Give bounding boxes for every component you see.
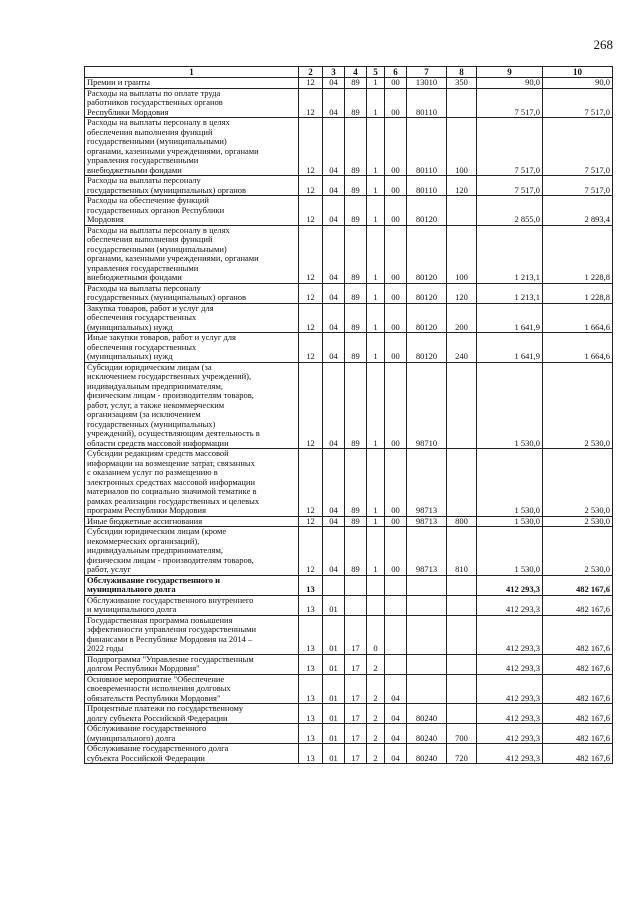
event-code-cell [385, 595, 407, 615]
table-row [85, 704, 613, 724]
subprogram-code-cell: 1 [367, 78, 385, 89]
program-code-cell: 17 [345, 674, 367, 704]
program-code-cell: 89 [345, 225, 367, 283]
program-code-cell: 89 [345, 176, 367, 196]
direction-code-cell: 80110 [407, 118, 447, 176]
amount-year-2-cell: 2 530,0 [543, 362, 613, 449]
subsection-code-cell: 04 [323, 362, 345, 449]
section-code-cell: 12 [299, 78, 323, 89]
amount-year-2-cell: 7 517,0 [543, 88, 613, 118]
row-name-text: Обслуживание государственного внутреннего и муниципального долга [87, 595, 254, 614]
row-name-cell [85, 575, 299, 595]
row-name-text: Иные бюджетные ассигнования [87, 516, 203, 526]
program-code-cell: 17 [345, 704, 367, 724]
amount-year-1-cell: 1 213,1 [477, 225, 543, 283]
subprogram-code-cell: 0 [367, 615, 385, 654]
amount-year-2-cell: 482 167,6 [543, 575, 613, 595]
expense-type-cell: 810 [447, 527, 477, 576]
row-name-text: Субсидии юридическим лицам (за исключением государственных учреждений), индивидуальным предпринимателям, физическим лицам - производителям товаров, работ, услуг, а также некоммерческим организациям (за исключением государственных (муниципальных) учреждений), осуществляющим деятельность в области средств массовой информации [87, 362, 260, 448]
expense-type-cell [447, 575, 477, 595]
row-name-cell [85, 303, 299, 333]
table-row [85, 516, 613, 527]
row-name-cell [85, 516, 299, 527]
amount-year-1-cell: 7 517,0 [477, 88, 543, 118]
subsection-code-cell: 01 [323, 674, 345, 704]
expense-type-cell [447, 362, 477, 449]
subprogram-code-cell [367, 575, 385, 595]
row-name-text: Расходы на выплаты персоналу государственных (муниципальных) органов [87, 283, 247, 302]
section-code-cell: 12 [299, 303, 323, 333]
row-name-cell [85, 333, 299, 363]
table-row [85, 575, 613, 595]
direction-code-cell [407, 674, 447, 704]
direction-code-cell: 13010 [407, 78, 447, 89]
row-name-text: Субсидии редакциям средств массовой информации на возмещение затрат, связанных с оказанием услуг по размещению в электронных средствах массовой информации материалов по социально значимой тематике в рамках реализации государственных и целевых программ Республики Мордовия [87, 448, 260, 515]
table-row [85, 283, 613, 303]
section-code-cell: 13 [299, 595, 323, 615]
amount-year-2-cell: 482 167,6 [543, 615, 613, 654]
event-code-cell: 04 [385, 704, 407, 724]
subsection-code-cell: 01 [323, 654, 345, 674]
section-code-cell: 12 [299, 225, 323, 283]
amount-year-2-cell: 2 893,4 [543, 196, 613, 226]
section-code-cell: 12 [299, 283, 323, 303]
event-code-cell: 00 [385, 527, 407, 576]
row-name-text: Расходы на обеспечение функций государственных органов Республики Мордовия [87, 195, 225, 224]
amount-year-2-cell: 2 530,0 [543, 449, 613, 517]
row-name-text: Расходы на выплаты персоналу в целях обеспечения выполнения функций государственными (муниципальными) органами, казенными учреждениями, органами управления государственными внебюджетными фондами [87, 225, 259, 282]
program-code-cell: 17 [345, 724, 367, 744]
amount-year-2-cell: 1 664,6 [543, 303, 613, 333]
direction-code-cell: 80120 [407, 283, 447, 303]
table-row [85, 674, 613, 704]
expense-type-cell [447, 449, 477, 517]
event-code-cell: 00 [385, 303, 407, 333]
table-row [85, 654, 613, 674]
table-row [85, 176, 613, 196]
section-code-cell: 13 [299, 704, 323, 724]
event-code-cell: 04 [385, 674, 407, 704]
row-name-text: Закупка товаров, работ и услуг для обеспечения государственных (муниципальных) нужд [87, 303, 214, 332]
table-row [85, 615, 613, 654]
subprogram-code-cell: 1 [367, 449, 385, 517]
section-code-cell: 12 [299, 88, 323, 118]
amount-year-1-cell: 412 293,3 [477, 704, 543, 724]
header-cell: 10 [543, 67, 613, 78]
subprogram-code-cell: 1 [367, 196, 385, 226]
subprogram-code-cell [367, 595, 385, 615]
event-code-cell: 04 [385, 724, 407, 744]
program-code-cell: 89 [345, 283, 367, 303]
section-code-cell: 12 [299, 362, 323, 449]
subsection-code-cell: 01 [323, 724, 345, 744]
amount-year-1-cell: 412 293,3 [477, 724, 543, 744]
event-code-cell: 04 [385, 744, 407, 764]
event-code-cell: 00 [385, 283, 407, 303]
page-number: 268 [593, 37, 613, 52]
amount-year-1-cell: 1 213,1 [477, 283, 543, 303]
header-cell: 3 [323, 67, 345, 78]
subsection-code-cell: 04 [323, 449, 345, 517]
table-row [85, 88, 613, 118]
expense-type-cell [447, 595, 477, 615]
program-code-cell: 89 [345, 88, 367, 118]
amount-year-2-cell: 482 167,6 [543, 744, 613, 764]
subsection-code-cell: 04 [323, 196, 345, 226]
subprogram-code-cell: 1 [367, 333, 385, 363]
row-name-text: Расходы на выплаты по оплате труда работников государственных органов Республики Мордовия [87, 88, 223, 117]
subsection-code-cell: 04 [323, 527, 345, 576]
event-code-cell: 00 [385, 176, 407, 196]
program-code-cell: 89 [345, 527, 367, 576]
expense-type-cell [447, 704, 477, 724]
table-row [85, 78, 613, 89]
subsection-code-cell: 04 [323, 283, 345, 303]
subprogram-code-cell: 1 [367, 88, 385, 118]
direction-code-cell: 80240 [407, 704, 447, 724]
program-code-cell: 89 [345, 362, 367, 449]
subsection-code-cell: 04 [323, 118, 345, 176]
row-name-cell [85, 283, 299, 303]
expense-type-cell: 350 [447, 78, 477, 89]
row-name-cell [85, 615, 299, 654]
row-name-cell [85, 225, 299, 283]
amount-year-2-cell: 2 530,0 [543, 527, 613, 576]
subsection-code-cell: 01 [323, 595, 345, 615]
table-row [85, 225, 613, 283]
amount-year-1-cell: 90,0 [477, 78, 543, 89]
direction-code-cell: 80110 [407, 176, 447, 196]
section-code-cell: 12 [299, 176, 323, 196]
direction-code-cell: 80120 [407, 303, 447, 333]
amount-year-2-cell: 1 228,8 [543, 225, 613, 283]
direction-code-cell: 80240 [407, 744, 447, 764]
expense-type-cell: 100 [447, 225, 477, 283]
subprogram-code-cell: 2 [367, 704, 385, 724]
subprogram-code-cell: 1 [367, 118, 385, 176]
expense-type-cell: 720 [447, 744, 477, 764]
event-code-cell: 00 [385, 362, 407, 449]
row-name-cell [85, 674, 299, 704]
program-code-cell: 89 [345, 516, 367, 527]
row-name-text: Обслуживание государственного и муниципального долга [87, 575, 220, 594]
section-code-cell: 13 [299, 724, 323, 744]
row-name-text: Обслуживание государственного (муниципального) долга [87, 723, 207, 743]
program-code-cell: 89 [345, 449, 367, 517]
section-code-cell: 12 [299, 516, 323, 527]
expense-type-cell [447, 654, 477, 674]
row-name-cell [85, 704, 299, 724]
event-code-cell: 00 [385, 118, 407, 176]
program-code-cell: 89 [345, 333, 367, 363]
row-name-cell [85, 449, 299, 517]
expense-type-cell: 120 [447, 283, 477, 303]
amount-year-2-cell: 1 664,6 [543, 333, 613, 363]
amount-year-1-cell: 7 517,0 [477, 176, 543, 196]
program-code-cell: 89 [345, 303, 367, 333]
subprogram-code-cell: 1 [367, 176, 385, 196]
expense-type-cell [447, 196, 477, 226]
direction-code-cell: 80120 [407, 196, 447, 226]
row-name-cell [85, 744, 299, 764]
header-cell: 5 [367, 67, 385, 78]
program-code-cell: 17 [345, 615, 367, 654]
row-name-text: Расходы на выплаты персоналу государственных (муниципальных) органов [87, 175, 247, 195]
section-code-cell: 12 [299, 527, 323, 576]
amount-year-1-cell: 7 517,0 [477, 118, 543, 176]
event-code-cell: 00 [385, 516, 407, 527]
section-code-cell: 12 [299, 333, 323, 363]
expense-type-cell: 800 [447, 516, 477, 527]
section-code-cell: 13 [299, 674, 323, 704]
header-cell: 8 [447, 67, 477, 78]
row-name-cell [85, 654, 299, 674]
section-code-cell: 12 [299, 196, 323, 226]
row-name-cell [85, 118, 299, 176]
expense-type-cell: 700 [447, 724, 477, 744]
amount-year-1-cell: 412 293,3 [477, 674, 543, 704]
table-row [85, 595, 613, 615]
direction-code-cell: 98713 [407, 449, 447, 517]
amount-year-2-cell: 482 167,6 [543, 654, 613, 674]
header-cell: 1 [85, 67, 299, 78]
direction-code-cell: 80110 [407, 88, 447, 118]
subsection-code-cell: 04 [323, 88, 345, 118]
event-code-cell [385, 615, 407, 654]
table-row [85, 303, 613, 333]
subsection-code-cell: 04 [323, 333, 345, 363]
amount-year-2-cell: 482 167,6 [543, 724, 613, 744]
direction-code-cell [407, 575, 447, 595]
amount-year-1-cell: 1 641,9 [477, 333, 543, 363]
direction-code-cell: 80240 [407, 724, 447, 744]
table-row [85, 333, 613, 363]
program-code-cell [345, 575, 367, 595]
direction-code-cell [407, 595, 447, 615]
amount-year-2-cell: 7 517,0 [543, 176, 613, 196]
subsection-code-cell: 04 [323, 225, 345, 283]
header-cell: 7 [407, 67, 447, 78]
amount-year-1-cell: 412 293,3 [477, 595, 543, 615]
amount-year-2-cell: 482 167,6 [543, 704, 613, 724]
event-code-cell: 00 [385, 88, 407, 118]
section-code-cell: 13 [299, 744, 323, 764]
program-code-cell: 89 [345, 118, 367, 176]
row-name-text: Обслуживание государственного долга субъекта Российской Федерации [87, 743, 229, 763]
row-name-text: Подпрограмма "Управление государственным долгом Республики Мордовия" [87, 654, 254, 673]
subsection-code-cell: 04 [323, 176, 345, 196]
program-code-cell: 17 [345, 744, 367, 764]
row-name-text: Субсидии юридическим лицам (кроме некоммерческих организаций), индивидуальным предпринимателям, физическим лицам - производителям товаров, работ, услуг [87, 526, 254, 574]
row-name-cell [85, 88, 299, 118]
row-name-text: Премии и гранты [87, 77, 150, 87]
program-code-cell: 89 [345, 78, 367, 89]
subsection-code-cell: 01 [323, 744, 345, 764]
direction-code-cell [407, 654, 447, 674]
event-code-cell [385, 654, 407, 674]
row-name-cell [85, 362, 299, 449]
table-row [85, 196, 613, 226]
event-code-cell: 00 [385, 78, 407, 89]
amount-year-1-cell: 412 293,3 [477, 654, 543, 674]
header-row [85, 67, 613, 78]
event-code-cell: 00 [385, 449, 407, 517]
subprogram-code-cell: 1 [367, 225, 385, 283]
table-row [85, 744, 613, 764]
subsection-code-cell: 01 [323, 615, 345, 654]
event-code-cell [385, 575, 407, 595]
table-row [85, 724, 613, 744]
amount-year-1-cell: 1 530,0 [477, 527, 543, 576]
section-code-cell: 12 [299, 449, 323, 517]
header-cell: 6 [385, 67, 407, 78]
amount-year-1-cell: 1 530,0 [477, 516, 543, 527]
expense-type-cell: 120 [447, 176, 477, 196]
subsection-code-cell: 01 [323, 704, 345, 724]
direction-code-cell: 98713 [407, 516, 447, 527]
table-row [85, 449, 613, 517]
subprogram-code-cell: 1 [367, 516, 385, 527]
section-code-cell: 12 [299, 118, 323, 176]
event-code-cell: 00 [385, 225, 407, 283]
amount-year-1-cell: 1 530,0 [477, 449, 543, 517]
row-name-cell [85, 176, 299, 196]
table-body [85, 78, 613, 764]
event-code-cell: 00 [385, 196, 407, 226]
row-name-cell [85, 724, 299, 744]
direction-code-cell: 80120 [407, 333, 447, 363]
subsection-code-cell: 04 [323, 303, 345, 333]
row-name-text: Процентные платежи по государственному долгу субъекта Российской Федерации [87, 703, 244, 723]
row-name-text: Основное мероприятие "Обеспечение своевременности исполнения долговых обязательств Республики Мордовия" [87, 674, 231, 703]
amount-year-2-cell: 90,0 [543, 78, 613, 89]
amount-year-2-cell: 482 167,6 [543, 595, 613, 615]
program-code-cell: 17 [345, 654, 367, 674]
header-cell: 2 [299, 67, 323, 78]
subprogram-code-cell: 2 [367, 724, 385, 744]
header-cell: 4 [345, 67, 367, 78]
section-code-cell: 13 [299, 615, 323, 654]
expense-type-cell: 240 [447, 333, 477, 363]
direction-code-cell: 98710 [407, 362, 447, 449]
row-name-text: Расходы на выплаты персоналу в целях обеспечения выполнения функций государственными (муниципальными) органами, казенными учреждениями, органами управления государственными внебюджетными фондами [87, 117, 259, 175]
direction-code-cell: 80120 [407, 225, 447, 283]
event-code-cell: 00 [385, 333, 407, 363]
row-name-text: Государственная программа повышения эффективности управления государственными финансами в Республике Мордовия на 2014 – 2022 годы [87, 615, 257, 653]
expense-type-cell [447, 615, 477, 654]
table-row [85, 118, 613, 176]
direction-code-cell [407, 615, 447, 654]
program-code-cell: 89 [345, 196, 367, 226]
subprogram-code-cell: 1 [367, 362, 385, 449]
amount-year-1-cell: 412 293,3 [477, 744, 543, 764]
table-row [85, 527, 613, 576]
row-name-cell [85, 196, 299, 226]
row-name-text: Иные закупки товаров, работ и услуг для обеспечения государственных (муниципальных) нужд [87, 332, 236, 361]
section-code-cell: 13 [299, 654, 323, 674]
expense-type-cell: 200 [447, 303, 477, 333]
section-code-cell: 13 [299, 575, 323, 595]
expense-type-cell [447, 88, 477, 118]
subprogram-code-cell: 2 [367, 674, 385, 704]
direction-code-cell: 98713 [407, 527, 447, 576]
subprogram-code-cell: 1 [367, 303, 385, 333]
subsection-code-cell [323, 575, 345, 595]
row-name-cell [85, 78, 299, 89]
subsection-code-cell: 04 [323, 78, 345, 89]
expense-type-cell: 100 [447, 118, 477, 176]
row-name-cell [85, 527, 299, 576]
amount-year-2-cell: 1 228,8 [543, 283, 613, 303]
amount-year-2-cell: 7 517,0 [543, 118, 613, 176]
subprogram-code-cell: 2 [367, 744, 385, 764]
subsection-code-cell: 04 [323, 516, 345, 527]
amount-year-1-cell: 1 641,9 [477, 303, 543, 333]
amount-year-1-cell: 1 530,0 [477, 362, 543, 449]
amount-year-1-cell: 412 293,3 [477, 575, 543, 595]
amount-year-1-cell: 412 293,3 [477, 615, 543, 654]
budget-table [84, 66, 613, 764]
program-code-cell [345, 595, 367, 615]
amount-year-2-cell: 482 167,6 [543, 674, 613, 704]
row-name-cell [85, 595, 299, 615]
subprogram-code-cell: 2 [367, 654, 385, 674]
subprogram-code-cell: 1 [367, 283, 385, 303]
expense-type-cell [447, 674, 477, 704]
table-row [85, 362, 613, 449]
amount-year-2-cell: 2 530,0 [543, 516, 613, 527]
subprogram-code-cell: 1 [367, 527, 385, 576]
amount-year-1-cell: 2 855,0 [477, 196, 543, 226]
header-cell: 9 [477, 67, 543, 78]
